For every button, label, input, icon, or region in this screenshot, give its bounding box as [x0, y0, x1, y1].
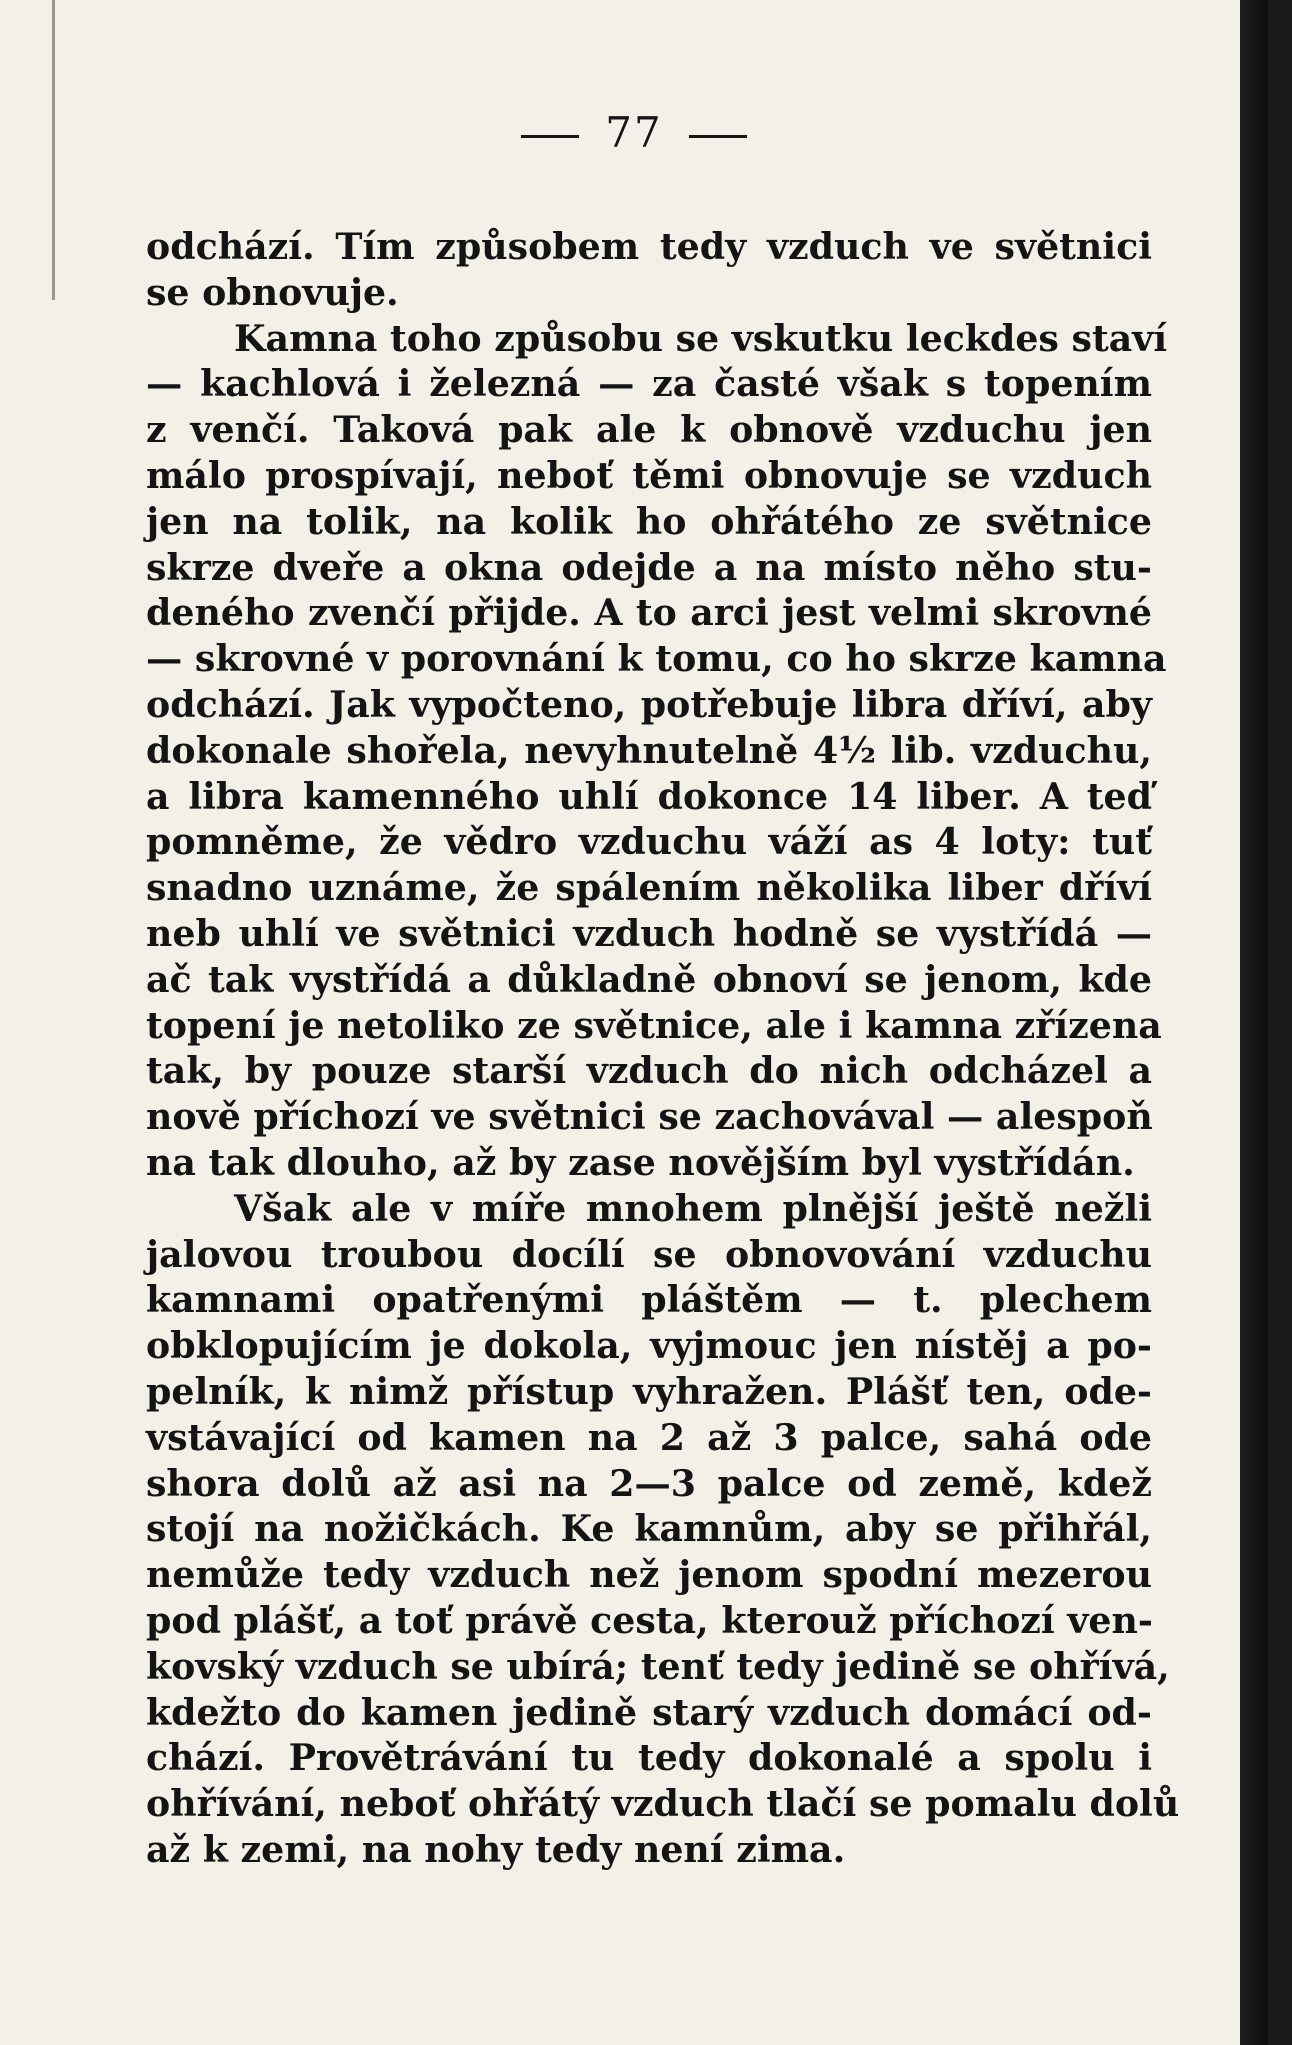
- text-line: Však ale v míře mnohem plnější ještě nežli: [234, 1186, 1152, 1230]
- text-line: kdežto do kamen jedině starý vzduch domácí od-: [146, 1690, 1152, 1734]
- page-number: 77: [605, 108, 663, 157]
- text-line: stojí na nožičkách. Ke kamnům, aby se přihřál,: [146, 1507, 1152, 1551]
- text-line: dokonale shořela, nevyhnutelně 4½ lib. vzduchu,: [146, 728, 1152, 772]
- text-line: vstávající od kamen na 2 až 3 palce, sahá ode: [146, 1415, 1152, 1459]
- text-line: odchází. Jak vypočteno, potřebuje libra dříví, aby: [146, 682, 1152, 726]
- text-line: — kachlová i železná — za časté však s topením: [146, 362, 1152, 406]
- text-line: shora dolů až asi na 2—3 palce od země, kdež: [146, 1461, 1152, 1505]
- folio-dash-left: [521, 135, 579, 138]
- text-line: tak, by pouze starší vzduch do nich odcházel a: [146, 1049, 1152, 1093]
- text-line: — skrovné v porovnání k tomu, co ho skrze kamna: [146, 637, 1167, 681]
- text-line: ač tak vystřídá a důkladně obnoví se jenom, kde: [146, 957, 1152, 1001]
- text-line: Kamna toho způsobu se vskutku leckdes staví: [234, 316, 1168, 360]
- text-line: pelník, k nimž přístup vyhražen. Plášť ten, ode-: [146, 1369, 1152, 1413]
- text-line: odchází. Tím způsobem tedy vzduch ve světnici: [146, 225, 1152, 268]
- text-line: skrze dveře a okna odejde a na místo něho stu-: [146, 545, 1152, 589]
- text-line: se obnovuje.: [146, 270, 399, 314]
- text-line: obklopujícím je dokola, vyjmouc jen nístěj a po-: [146, 1324, 1152, 1368]
- folio-dash-right: [689, 135, 747, 138]
- text-line: nemůže tedy vzduch než jenom spodní mezerou: [146, 1553, 1152, 1597]
- text-line: na tak dlouho, až by zase novějším byl vystřídán.: [146, 1140, 1135, 1184]
- page-number-header: [0, 108, 1268, 157]
- text-line: chází. Provětrávání tu tedy dokonalé a spolu i: [146, 1736, 1152, 1780]
- scan-edge-shadow: [1240, 0, 1268, 2045]
- text-line: jalovou troubou docílí se obnovování vzduchu: [146, 1232, 1152, 1276]
- text-line: kamnami opatřenými pláštěm — t. plechem: [146, 1278, 1152, 1322]
- text-line: ohřívání, neboť ohřátý vzduch tlačí se pomalu dolů: [146, 1782, 1180, 1826]
- text-line: nově příchozí ve světnici se zachovával — alespoň: [146, 1095, 1153, 1139]
- text-line: pod plášť, a toť právě cesta, kterouž příchozí ven-: [146, 1598, 1153, 1642]
- text-line: snadno uznáme, že spálením několika liber dříví: [146, 866, 1152, 910]
- text-line: deného zvenčí přijde. A to arci jest velmi skrovné: [146, 591, 1152, 635]
- text-line: topení je netoliko ze světnice, ale i kamna zřízena: [146, 1003, 1162, 1047]
- text-line: až k zemi, na nohy tedy není zima.: [146, 1827, 846, 1871]
- text-line: pomněme, že vědro vzduchu váží as 4 loty: tuť: [146, 820, 1152, 864]
- body-text: [146, 224, 1180, 1873]
- text-line: kovský vzduch se ubírá; tenť tedy jedině se ohřívá,: [146, 1644, 1170, 1688]
- text-line: z venčí. Taková pak ale k obnově vzduchu jen: [146, 408, 1152, 452]
- text-line: jen na tolik, na kolik ho ohřátého ze světnice: [146, 499, 1152, 543]
- text-line: a libra kamenného uhlí dokonce 14 liber. A teď: [146, 774, 1152, 818]
- text-line: neb uhlí ve světnici vzduch hodně se vystřídá —: [146, 911, 1152, 955]
- text-line: málo prospívají, neboť těmi obnovuje se vzduch: [146, 453, 1152, 497]
